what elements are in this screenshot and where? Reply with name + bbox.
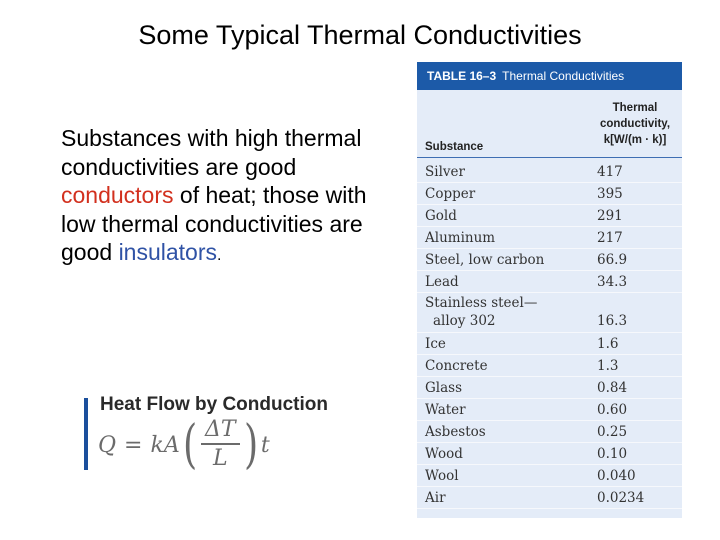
conductivity-value: 0.84 — [597, 379, 628, 396]
slide-title: Some Typical Thermal Conductivities — [138, 20, 582, 50]
conductivity-value: 291 — [597, 207, 623, 224]
conductivity-value: 0.0234 — [597, 489, 645, 506]
substance-name: Glass — [425, 379, 463, 396]
body-text-period: . — [217, 247, 222, 265]
formula-trailing: t — [260, 432, 270, 458]
body-paragraph — [61, 124, 391, 271]
table-row — [417, 249, 682, 271]
conductivity-value: 0.25 — [597, 423, 628, 440]
table-row — [417, 161, 682, 183]
formula-equals: = — [124, 432, 143, 458]
conductivity-value: 0.040 — [597, 467, 636, 484]
table-row — [417, 293, 682, 333]
substance-name: Ice — [425, 335, 446, 352]
formula-heading: Heat Flow by Conduction — [100, 394, 328, 415]
table-row — [417, 487, 682, 509]
substance-name-line-2: alloy 302 — [433, 313, 496, 329]
table-row — [417, 377, 682, 399]
substance-name: Wool — [425, 467, 459, 484]
table-row — [417, 443, 682, 465]
formula-accent-bar — [84, 398, 88, 470]
formula-coefficient: kA — [150, 432, 180, 458]
conductivity-value: 0.60 — [597, 401, 628, 418]
conductivity-value: 66.9 — [597, 251, 628, 268]
table-row — [417, 399, 682, 421]
table-body — [417, 158, 682, 509]
substance-name: Wood — [425, 445, 463, 462]
table-row — [417, 333, 682, 355]
substance-name: Water — [425, 401, 466, 418]
column-header-conductivity — [591, 100, 679, 148]
table-title: Thermal Conductivities — [502, 69, 625, 83]
right-paren: ) — [243, 415, 258, 475]
conductivity-value: 217 — [597, 229, 623, 246]
table-row — [417, 271, 682, 293]
formula-fraction — [201, 417, 240, 473]
substance-name-line-1: Stainless steel— — [425, 295, 538, 311]
substance-name: Lead — [425, 273, 459, 290]
table-column-headers — [417, 90, 682, 158]
body-text-part1: Substances with high thermal conductivities are good — [61, 125, 362, 180]
table-number: TABLE 16–3 — [427, 69, 497, 83]
conductivity-value: 1.6 — [597, 335, 619, 352]
conductivity-value: 34.3 — [597, 273, 628, 290]
highlight-insulators: insulators — [118, 239, 217, 266]
substance-name: Air — [425, 489, 446, 506]
table-row — [417, 227, 682, 249]
column-header-substance: Substance — [425, 141, 484, 153]
table-header-bar — [417, 62, 682, 90]
conductivity-table — [417, 62, 682, 518]
conductivity-value: 1.3 — [597, 357, 619, 374]
substance-name: Steel, low carbon — [425, 251, 545, 268]
conduction-formula — [98, 416, 270, 474]
conductivity-value: 0.10 — [597, 445, 628, 462]
column-header-line-2: conductivity, — [599, 118, 671, 130]
substance-name: Concrete — [425, 357, 488, 374]
substance-name: Asbestos — [425, 423, 486, 440]
conductivity-value: 16.3 — [597, 313, 628, 329]
left-paren: ( — [182, 415, 197, 475]
highlight-conductors: conductors — [61, 182, 174, 209]
body-text-part2: of heat; those with low thermal conductivities are good — [61, 182, 367, 266]
column-header-line-1: Thermal — [612, 102, 658, 114]
formula-lhs: Q — [98, 432, 117, 458]
substance-name: Gold — [425, 207, 457, 224]
formula-denominator: L — [212, 446, 228, 471]
substance-name: Copper — [425, 185, 476, 202]
table-row — [417, 355, 682, 377]
formula-numerator: ΔT — [201, 417, 240, 445]
conductivity-value: 395 — [597, 185, 623, 202]
formula-box — [84, 394, 374, 474]
substance-name — [417, 293, 593, 332]
conductivity-value: 417 — [597, 163, 623, 180]
table-row — [417, 421, 682, 443]
column-header-line-3: k[W/(m · k)] — [603, 134, 667, 146]
table-row — [417, 205, 682, 227]
substance-name: Silver — [425, 163, 465, 180]
substance-name: Aluminum — [425, 229, 496, 246]
table-row — [417, 465, 682, 487]
table-row — [417, 183, 682, 205]
